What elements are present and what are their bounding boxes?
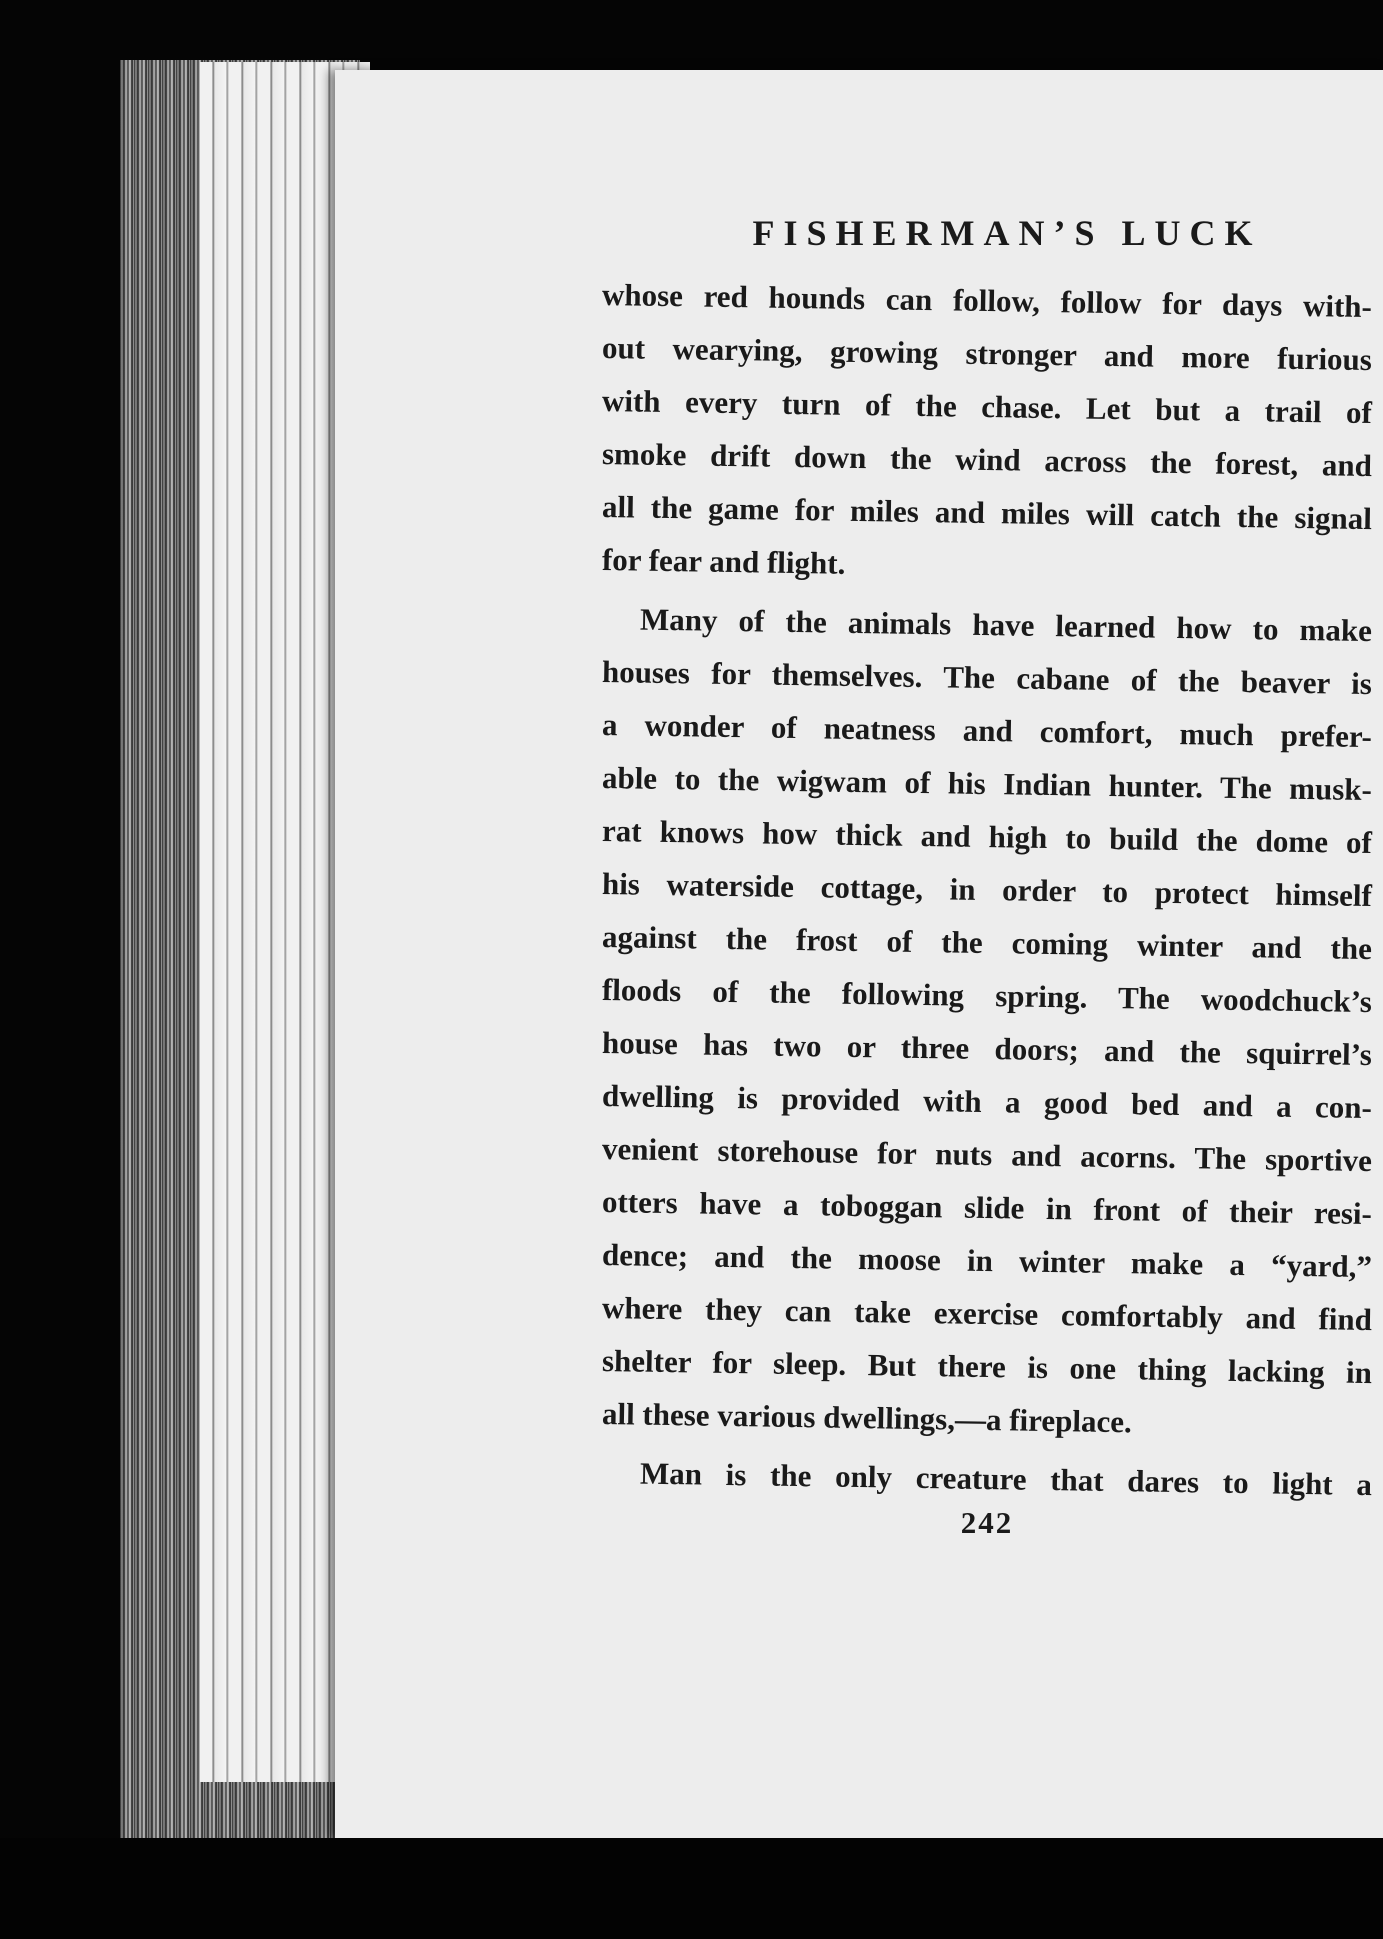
text-line: shelter for sleep. But there is one thing lacking in xyxy=(601,1343,1373,1391)
text-line: house has two or three doors; and the squirrel’s xyxy=(601,1025,1373,1073)
page-number: 242 xyxy=(960,1505,1014,1540)
text-line: all the game for miles and miles will catch the signal xyxy=(601,489,1373,537)
text-line: rat knows how thick and high to build the dome of xyxy=(601,813,1373,861)
text-line: smoke drift down the wind across the forest, and xyxy=(601,436,1373,484)
paragraph xyxy=(602,268,1372,586)
paragraph xyxy=(602,1446,1373,1503)
page-text-block xyxy=(602,212,1372,1541)
text-line: houses for themselves. The cabane of the beaver is xyxy=(601,654,1373,702)
text-line: whose red hounds can follow, follow for days with- xyxy=(601,277,1373,325)
text-line: dwelling is provided with a good bed and a con- xyxy=(601,1078,1373,1126)
text-line: all these various dwellings,—a fireplace. xyxy=(601,1396,1133,1440)
text-line: a wonder of neatness and comfort, much prefer- xyxy=(601,707,1373,755)
running-head: FISHERMAN’S LUCK xyxy=(752,213,1262,253)
text-line: otters have a toboggan slide in front of their resi- xyxy=(601,1184,1373,1232)
scan-background-bottom xyxy=(0,1838,1383,1939)
text-line: able to the wigwam of his Indian hunter. The musk- xyxy=(601,760,1373,808)
text-line: floods of the following spring. The woodchuck’s xyxy=(601,972,1373,1020)
text-line: his waterside cottage, in order to protect himself xyxy=(601,866,1373,914)
text-line: dence; and the moose in winter make a “yard,” xyxy=(601,1237,1373,1285)
text-line: Man is the only creature that dares to light a xyxy=(639,1455,1373,1503)
text-line: Many of the animals have learned how to make xyxy=(639,601,1373,649)
text-line: with every turn of the chase. Let but a trail of xyxy=(601,383,1373,431)
text-line: where they can take exercise comfortably and find xyxy=(601,1290,1373,1338)
text-line: for fear and flight. xyxy=(601,542,846,581)
paragraph xyxy=(602,592,1372,1440)
text-line: venient storehouse for nuts and acorns. The sportive xyxy=(601,1131,1373,1179)
text-line: out wearying, growing stronger and more furious xyxy=(601,330,1373,378)
text-line: against the frost of the coming winter and the xyxy=(601,919,1373,967)
